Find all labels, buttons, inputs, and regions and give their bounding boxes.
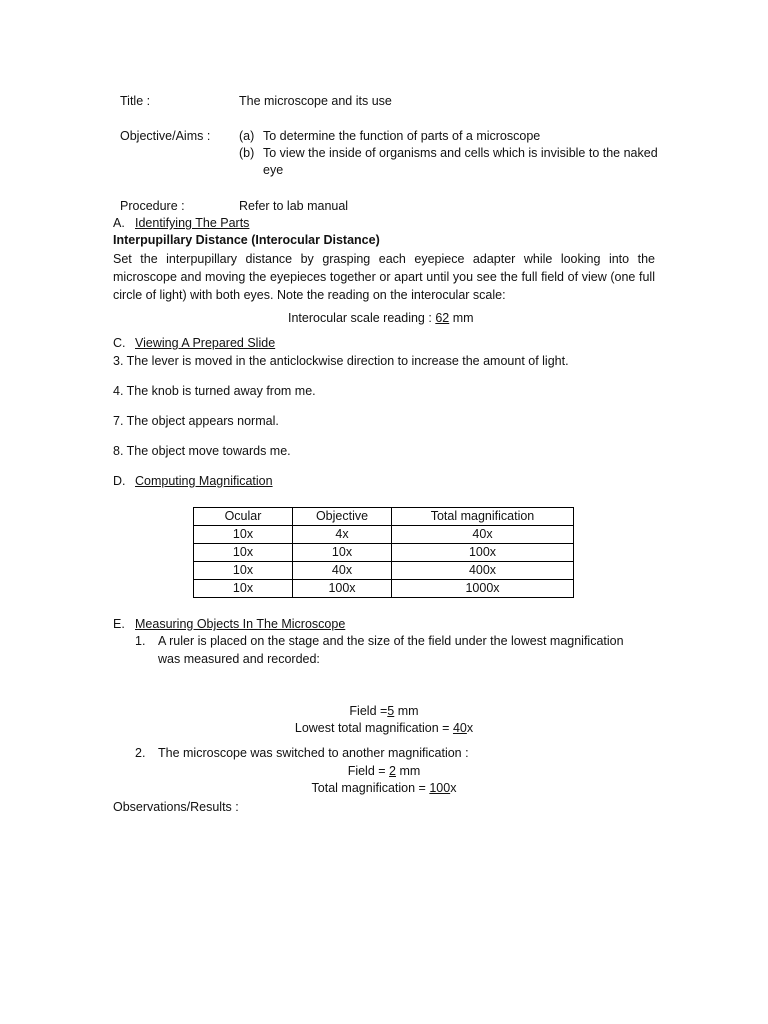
step1-line1: A ruler is placed on the stage and the size of the field under the lowest magnification (158, 634, 624, 648)
interocular-reading-unit: mm (452, 311, 474, 325)
mag2-label: Total magnification = (311, 781, 426, 795)
section-a-heading: Identifying The Parts (135, 216, 250, 230)
table-cell: 100x (392, 544, 574, 562)
table-cell: 10x (293, 544, 392, 562)
section-c-item: 4. The knob is turned away from me. (113, 384, 316, 398)
mag1-unit: x (466, 721, 474, 735)
objective-marker-a: (a) (239, 129, 255, 143)
field1-value: 5 (387, 704, 395, 718)
field2-unit: mm (399, 764, 421, 778)
table-row (194, 544, 574, 562)
interocular-reading (288, 311, 474, 325)
section-a-letter: A. (113, 216, 125, 230)
table-header-cell: Objective (293, 508, 392, 526)
observations-label: Observations/Results : (113, 800, 239, 814)
table-cell: 10x (194, 562, 293, 580)
objective-text-a: To determine the function of parts of a microscope (263, 129, 541, 143)
objective-marker-b: (b) (239, 146, 255, 160)
table-cell: 40x (392, 526, 574, 544)
table-cell: 4x (293, 526, 392, 544)
mag2-line (0, 781, 768, 795)
objective-text-b: To view the inside of organisms and cells which is invisible to the naked (263, 146, 658, 160)
step2-text: The microscope was switched to another magnification : (158, 746, 469, 760)
step1-line2: was measured and recorded: (158, 652, 320, 666)
step2-number: 2. (135, 746, 146, 760)
table-row (194, 526, 574, 544)
table-cell: 40x (293, 562, 392, 580)
mag1-value: 40 (452, 721, 467, 735)
table-header-cell: Total magnification (392, 508, 574, 526)
field1-unit: mm (397, 704, 419, 718)
mag1-line (0, 721, 768, 735)
section-c-heading: Viewing A Prepared Slide (135, 336, 276, 350)
objective-text-b-cont: eye (263, 163, 284, 177)
section-d-heading: Computing Magnification (135, 474, 273, 488)
interocular-reading-label: Interocular scale reading : (288, 311, 432, 325)
procedure-label: Procedure : (120, 199, 185, 213)
field2-value: 2 (389, 764, 396, 778)
section-c-item: 8. The object move towards me. (113, 444, 291, 458)
table-row (194, 580, 574, 598)
table-cell: 10x (194, 580, 293, 598)
magnification-table (193, 507, 574, 598)
table-cell: 10x (194, 526, 293, 544)
mag1-label: Lowest total magnification = (294, 721, 450, 735)
table-cell: 400x (392, 562, 574, 580)
section-e-letter: E. (113, 617, 125, 631)
title-label: Title : (120, 94, 151, 108)
section-e-heading: Measuring Objects In The Microscope (135, 617, 346, 631)
objective-label: Objective/Aims : (120, 129, 211, 143)
mag2-unit: x (450, 781, 457, 795)
step1-number: 1. (135, 634, 146, 648)
table-cell: 10x (194, 544, 293, 562)
section-a-paragraph: Set the interpupillary distance by grasping each eyepiece adapter while looking into the microscope and moving the eyepieces together or apart until you see the full field of view (one full circle of light) with both eyes. Note the reading on the interocular scale: (113, 252, 655, 302)
table-header-cell: Ocular (194, 508, 293, 526)
section-c-letter: C. (113, 336, 126, 350)
section-c-item: 3. The lever is moved in the anticlockwise direction to increase the amount of light. (113, 354, 569, 368)
procedure-value: Refer to lab manual (239, 199, 349, 213)
interocular-reading-value: 62 (435, 311, 450, 325)
field1-label: Field = (349, 704, 388, 718)
table-cell: 100x (293, 580, 392, 598)
section-d-letter: D. (113, 474, 126, 488)
mag2-value: 100 (429, 781, 451, 795)
table-header-row (194, 508, 574, 526)
table-row (194, 562, 574, 580)
field1-line (0, 704, 768, 718)
field2-line (0, 764, 768, 778)
title-value: The microscope and its use (239, 94, 392, 108)
section-a-subheading: Interpupillary Distance (Interocular Distance) (113, 233, 380, 247)
section-c-item: 7. The object appears normal. (113, 414, 279, 428)
field2-label: Field = (347, 764, 386, 778)
table-cell: 1000x (392, 580, 574, 598)
